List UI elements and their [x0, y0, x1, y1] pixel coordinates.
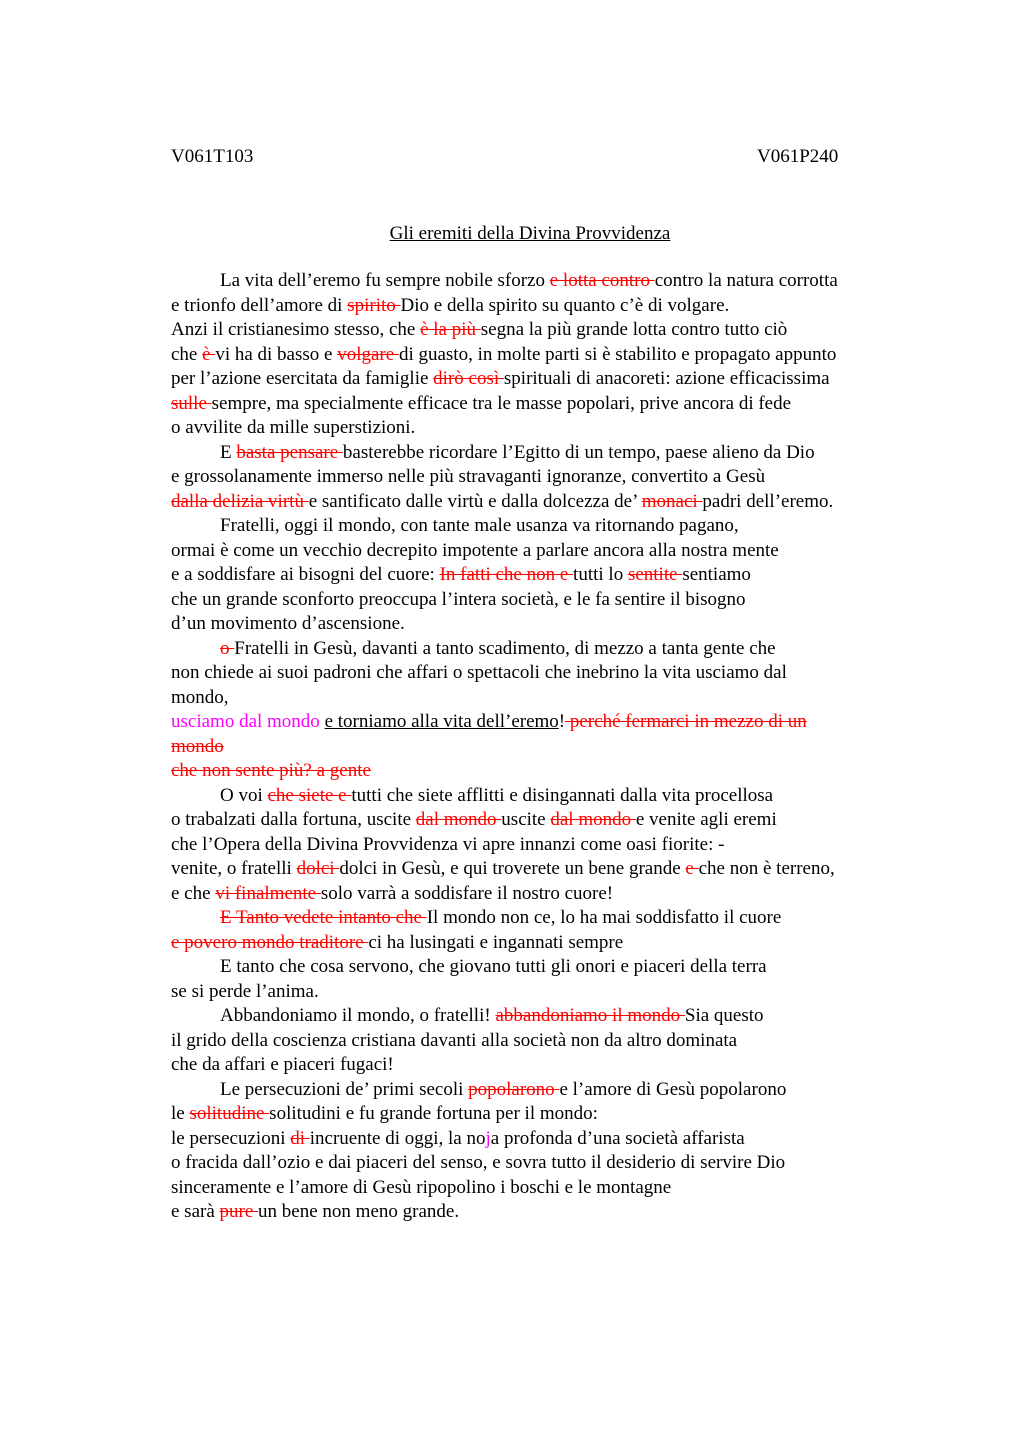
underlined-text: e torniamo alla vita dell’eremo	[324, 711, 559, 732]
deleted-text: monaci	[641, 490, 703, 512]
text-line	[171, 269, 931, 294]
text-segment: dolci in Gesù, e qui troverete un bene grande	[339, 858, 686, 879]
text-segment: o trabalzati dalla fortuna, uscite	[171, 809, 416, 830]
text-segment: e venite agli eremi	[635, 809, 777, 830]
text-line	[171, 514, 931, 539]
text-segment: e l’amore di Gesù popolarono	[559, 1078, 787, 1100]
text-line	[171, 612, 931, 637]
deleted-text: e	[685, 858, 699, 879]
deleted-text: sulle	[171, 392, 212, 414]
text-line	[171, 1200, 931, 1225]
text-segment: solo varrà a soddisfare il nostro cuore!	[320, 882, 614, 904]
deleted-text: che siete e	[267, 784, 352, 806]
deleted-text: E Tanto vedete intanto che	[220, 907, 427, 928]
text-segment: e trionfo dell’amore di	[171, 294, 348, 316]
text-segment: La vita dell’eremo fu sempre nobile sforzo	[220, 270, 550, 291]
text-line	[171, 931, 931, 956]
deleted-text: dalla delizia virtù	[171, 490, 309, 512]
text-segment: segna la più grande lotta contro tutto ciò	[480, 319, 788, 340]
text-line	[171, 906, 931, 931]
text-line	[171, 1053, 931, 1078]
text-line	[171, 1176, 931, 1201]
text-line	[171, 1004, 931, 1029]
text-segment: se si perde l’anima.	[171, 980, 319, 1002]
text-segment: Sia questo	[684, 1005, 764, 1026]
text-segment: Fratelli, oggi il mondo, con tante male usanza va ritornando pagano,	[220, 515, 739, 536]
text-line	[171, 465, 931, 490]
document-title: Gli eremiti della Divina Provvidenza	[389, 223, 671, 244]
deleted-text: abbandoniamo il mondo	[495, 1005, 685, 1026]
text-line	[171, 637, 931, 662]
text-segment: O voi	[220, 784, 268, 806]
text-segment: E tanto che cosa servono, che giovano tutti gli onori e piaceri della terra	[220, 956, 767, 977]
deleted-text: e lotta contro	[549, 270, 655, 291]
text-line	[171, 294, 931, 319]
text-segment: tutti lo	[573, 564, 628, 585]
deleted-text: mondo	[171, 735, 224, 757]
deleted-text: basta pensare	[236, 441, 343, 463]
text-segment: d’un movimento d’ascensione.	[171, 613, 405, 634]
text-segment: e grossolanamente immerso nelle più stravaganti ignoranze, convertito a Gesù	[171, 466, 766, 487]
deleted-text: è la più	[420, 319, 481, 340]
text-segment: che da affari e piaceri fugaci!	[171, 1054, 394, 1075]
deleted-text: popolarono	[468, 1078, 560, 1100]
deleted-text: dolci	[296, 858, 340, 879]
text-segment: e a soddisfare ai bisogni del cuore:	[171, 564, 440, 585]
page-code-right: V061P240	[757, 146, 839, 167]
text-line	[171, 710, 931, 735]
text-segment: e che	[171, 882, 216, 904]
text-segment: sentiamo	[682, 564, 751, 585]
text-line	[171, 392, 931, 417]
deleted-text: perché fermarci in mezzo di un	[565, 711, 807, 732]
text-segment: che	[171, 343, 203, 365]
text-segment: padri dell’eremo.	[702, 490, 834, 512]
document-body	[171, 269, 931, 1225]
text-segment: solitudini e fu grande fortuna per il mondo:	[269, 1103, 598, 1124]
text-line	[171, 980, 931, 1005]
text-segment: sempre, ma specialmente efficace tra le masse popolari, prive ancora di fede	[211, 392, 792, 414]
text-segment: ormai è come un vecchio decrepito impotente a parlare ancora alla nostra mente	[171, 539, 779, 561]
deleted-text: spirito	[347, 294, 401, 316]
text-segment: il grido della coscienza cristiana davanti alla società non da altro dominata	[171, 1029, 738, 1051]
text-line	[171, 686, 931, 711]
text-line	[171, 735, 931, 760]
text-segment: incruente di oggi, la no	[309, 1127, 486, 1149]
text-line	[171, 1151, 931, 1176]
text-segment: basterebbe ricordare l’Egitto di un tempo, paese alieno da Dio	[342, 441, 815, 463]
text-segment: o fracida dall’ozio e dai piaceri del senso, e sovra tutto il desiderio di servire Dio	[171, 1152, 786, 1173]
text-segment: uscite	[501, 809, 551, 830]
deleted-text: In fatti che non e	[439, 564, 574, 585]
text-line	[171, 784, 931, 809]
text-segment: mondo,	[171, 686, 229, 708]
text-segment: Il mondo non ce, lo ha mai soddisfatto il cuore	[426, 907, 782, 928]
text-line	[171, 1078, 931, 1103]
text-line	[171, 318, 931, 343]
inserted-text: j	[485, 1127, 491, 1149]
text-segment: vi ha di basso e	[215, 343, 338, 365]
text-segment: venite, o fratelli	[171, 858, 297, 879]
text-line	[171, 1127, 931, 1152]
deleted-text: solitudine	[189, 1103, 270, 1124]
deleted-text: vi finalmente	[215, 882, 321, 904]
text-line	[171, 343, 931, 368]
text-line	[171, 759, 931, 784]
document-code-left: V061T103	[171, 146, 254, 167]
text-segment: che un grande sconforto preoccupa l’intera società, e le fa sentire il bisogno	[171, 588, 746, 610]
text-segment: Dio e della spirito su quanto c’è di volgare.	[400, 294, 730, 316]
text-line	[171, 1102, 931, 1127]
deleted-text: o	[220, 637, 235, 659]
text-segment: spirituali di anacoreti: azione efficacissima	[503, 368, 830, 389]
text-segment: contro la natura corrotta	[654, 270, 838, 291]
deleted-text: dal mondo	[550, 809, 636, 830]
text-segment: !	[558, 711, 566, 732]
text-line	[171, 588, 931, 613]
text-segment: un bene non meno grande.	[258, 1201, 460, 1222]
text-line	[171, 441, 931, 466]
deleted-text: è	[202, 343, 216, 365]
text-line	[171, 955, 931, 980]
text-segment: Le persecuzioni de’ primi secoli	[220, 1078, 469, 1100]
text-segment: che l’Opera della Divina Provvidenza vi apre innanzi come oasi fiorite: -	[171, 833, 725, 855]
text-line	[171, 416, 931, 441]
text-segment: di guasto, in molte parti si è stabilito e propagato appunto	[398, 343, 837, 365]
text-segment: e santificato dalle virtù e dalla dolcezza de’	[308, 490, 642, 512]
text-segment: sinceramente e l’amore di Gesù ripopolino i boschi e le montagne	[171, 1176, 672, 1198]
text-segment: tutti che siete afflitti e disingannati dalla vita procellosa	[351, 784, 774, 806]
text-line	[171, 833, 931, 858]
text-line	[171, 490, 931, 515]
deleted-text: pure	[219, 1201, 259, 1222]
text-line	[171, 661, 931, 686]
text-segment: Abbandoniamo il mondo, o fratelli!	[220, 1005, 496, 1026]
text-segment: per l’azione esercitata da famiglie	[171, 368, 434, 389]
inserted-text: usciamo dal mondo	[171, 711, 320, 732]
text-segment: ci ha lusingati e ingannati sempre	[368, 931, 624, 953]
text-segment: e sarà	[171, 1201, 220, 1222]
text-line	[171, 563, 931, 588]
text-line	[171, 367, 931, 392]
text-line	[171, 539, 931, 564]
text-segment: non chiede ai suoi padroni che affari o spettacoli che inebrino la vita usciamo dal	[171, 662, 787, 683]
deleted-text: volgare	[337, 343, 399, 365]
text-segment: E	[220, 441, 237, 463]
deleted-text: sentite	[627, 564, 683, 585]
text-line	[171, 1029, 931, 1054]
deleted-text: dal mondo	[415, 809, 502, 830]
text-segment: a profonda d’una società affarista	[490, 1127, 745, 1149]
text-segment: le persecuzioni	[171, 1127, 291, 1149]
deleted-text: e povero mondo traditore	[171, 931, 369, 953]
deleted-text: dirò così	[433, 368, 504, 389]
text-segment: che non è terreno,	[698, 858, 835, 879]
deleted-text: che non sente più? a gente	[171, 760, 371, 781]
text-line	[171, 857, 931, 882]
text-segment: Anzi il cristianesimo stesso, che	[171, 319, 421, 340]
text-segment: o avvilite da mille superstizioni.	[171, 417, 416, 438]
deleted-text: di	[290, 1127, 310, 1149]
text-segment: Fratelli in Gesù, davanti a tanto scadimento, di mezzo a tanta gente che	[234, 637, 776, 659]
text-segment: le	[171, 1103, 190, 1124]
text-line	[171, 882, 931, 907]
text-line	[171, 808, 931, 833]
